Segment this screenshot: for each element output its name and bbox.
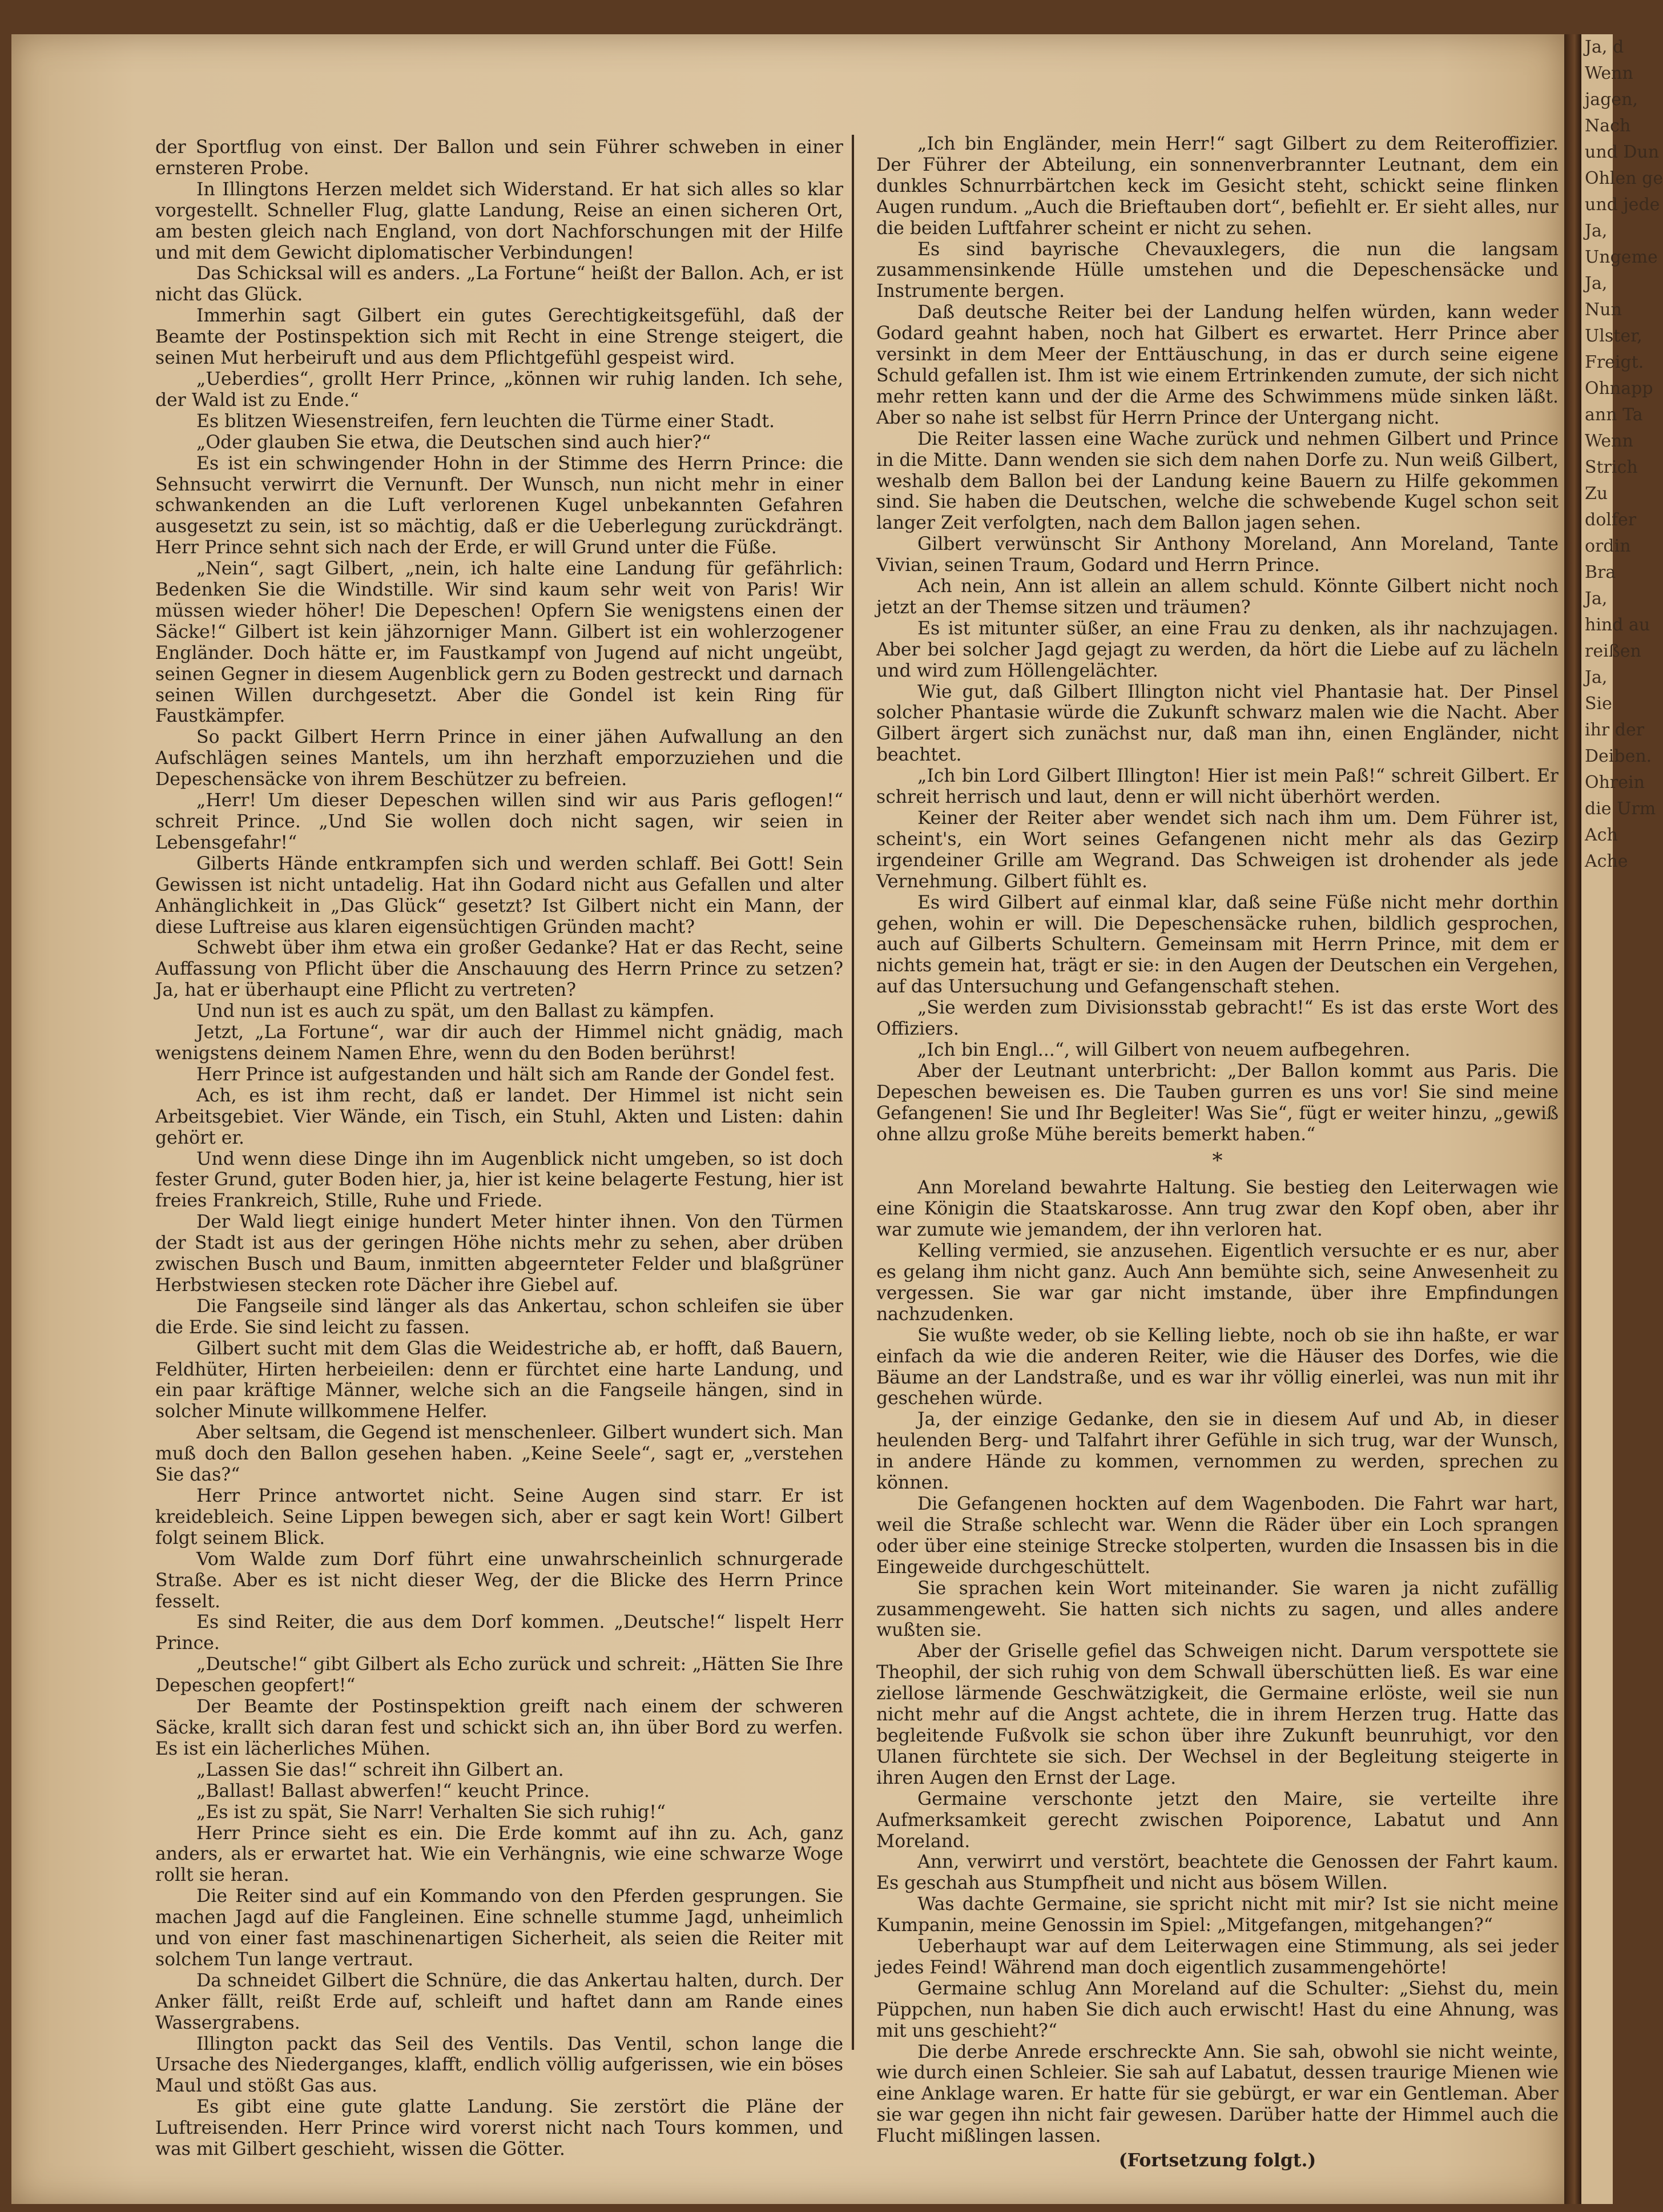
- next-page-fragment: Ohlen ge: [1585, 168, 1663, 188]
- next-page-fragment: Zu: [1585, 484, 1608, 504]
- paragraph: Die Reiter lassen eine Wache zurück und nehmen Gilbert und Prince in die Mitte. Dann wenden sie sich dem nahen Dorfe zu. Nun weiß Gilbert, weshalb dem Ballon bei der Landung keine Bauern zu Hilfe gekommen sind. Sie haben die Deutschen, welche die schwebende Kugel schon seit langer Zeit verfolgten, nach dem Ballon jagen sehen.: [876, 428, 1559, 534]
- next-page-fragment: Ungeme: [1585, 247, 1658, 267]
- paragraph: Der Wald liegt einige hundert Meter hinter ihnen. Von den Türmen der Stadt ist aus der geringen Höhe nichts mehr zu sehen, aber drüben zwischen Busch und Baum, inmitten abgeernteter Felder und blaßgrüner Herbstwiesen stecken rote Dächer ihre Giebel auf.: [155, 1212, 843, 1296]
- paragraph: „Sie werden zum Divisionsstab gebracht!“ Es ist das erste Wort des Offiziers.: [876, 998, 1559, 1040]
- next-page-fragment: Ja,: [1585, 667, 1608, 687]
- paragraph: „Lassen Sie das!“ schreit ihn Gilbert an.: [196, 1759, 564, 1780]
- next-page-fragment: und Dun: [1585, 142, 1660, 162]
- paragraph: Die derbe Anrede erschreckte Ann. Sie sah, obwohl sie nicht weinte, wie durch einen Schleier. Sie sah auf Labatut, dessen traurige Mienen wie eine Anklage waren. Er hatte für sie gebürgt, er war ein Gentleman. Aber sie war gegen ihn nicht fair gewesen. Darüber hatte der Himmel auch die Flucht mißlingen lassen.: [876, 2041, 1559, 2147]
- paragraph: Es gibt eine gute glatte Landung. Sie zerstört die Pläne der Luftreisenden. Herr Prince wird vorerst nicht nach Tours kommen, und was mit Gilbert geschieht, wissen die Götter.: [155, 2097, 843, 2160]
- paragraph: „Oder glauben Sie etwa, die Deutschen sind auch hier?“: [196, 432, 711, 453]
- next-page-fragment: Strich: [1585, 457, 1638, 477]
- paragraph: „Deutsche!“ gibt Gilbert als Echo zurück und schreit: „Hätten Sie Ihre Depeschen geopfert!“: [155, 1654, 843, 1696]
- paragraph: Ueberhaupt war auf dem Leiterwagen eine Stimmung, als sei jeder jedes Feind! Während man doch eigentlich zusammengehörte!: [876, 1936, 1559, 1978]
- paragraph: Was dachte Germaine, sie spricht nicht mit mir? Ist sie nicht meine Kumpanin, meine Genossin im Spiel: „Mitgefangen, mitgehangen?“: [876, 1894, 1559, 1936]
- next-page-fragment: und jede: [1585, 195, 1660, 215]
- next-page-fragment: Ulster,: [1585, 326, 1642, 346]
- next-page-fragment: Ja,: [1585, 221, 1608, 241]
- paragraph: „Es ist zu spät, Sie Narr! Verhalten Sie sich ruhig!“: [196, 1801, 666, 1823]
- paragraph: Es wird Gilbert auf einmal klar, daß seine Füße nicht mehr dorthin gehen, wohin er will. Die Depeschensäcke ruhen, bildlich gesprochen, auch auf Gilberts Schultern. Gemeinsam mit Herrn Prince, mit dem er nichts gemein hat, trägt er sie: in den Augen der Deutschen ein Vergehen, auf das Untersuchung und Gefangenschaft stehen.: [876, 892, 1559, 998]
- next-page-fragment: ann Ta: [1585, 405, 1643, 425]
- next-page-fragment: Ja, d: [1585, 37, 1624, 57]
- right-text-column: [876, 134, 1559, 2171]
- paragraph: Es blitzen Wiesenstreifen, fern leuchten die Türme einer Stadt.: [196, 411, 775, 432]
- paragraph: Germaine schlug Ann Moreland auf die Schulter: „Siehst du, mein Püppchen, nun haben Sie dich auch erwischt! Hast du eine Ahnung, was mit uns geschieht?“: [876, 1978, 1559, 2041]
- next-page-fragment: Wenn: [1585, 63, 1633, 83]
- paragraph: Vom Walde zum Dorf führt eine unwahrscheinlich schnurgerade Straße. Aber es ist nicht dieser Weg, der die Blicke des Herrn Prince fesselt.: [155, 1549, 843, 1612]
- paragraph: Herr Prince sieht es ein. Die Erde kommt auf ihn zu. Ach, ganz anders, als er erwartet hat. Wie ein Verhängnis, wie eine schwarze Woge rollt sie heran.: [155, 1823, 843, 1886]
- paragraph: Die Reiter sind auf ein Kommando von den Pferden gesprungen. Sie machen Jagd auf die Fangleinen. Eine schnelle stumme Jagd, unheimlich und von einer fast maschinenartigen Sicherheit, als seien die Reiter mit solchem Tun lange vertraut.: [155, 1886, 843, 1970]
- paragraph: Es ist mitunter süßer, an eine Frau zu denken, als ihr nachzujagen. Aber bei solcher Jagd gejagt zu werden, da hört die Liebe auf zu lächeln und wird zum Höllengelächter.: [876, 618, 1559, 681]
- next-page-fragment: reißen: [1585, 641, 1641, 661]
- next-page-fragment: Ache: [1585, 851, 1628, 871]
- paragraph: In Illingtons Herzen meldet sich Widerstand. Er hat sich alles so klar vorgestellt. Schneller Flug, glatte Landung, Reise an einen sicheren Ort, am besten gleich nach England, von dort Nachforschungen mit der Hilfe und mit dem Gewicht diplomatischer Verbindungen!: [155, 179, 843, 263]
- next-page-fragment: die Urm: [1585, 799, 1656, 819]
- next-page-fragment: Nach: [1585, 116, 1631, 136]
- next-page-fragment: Ja,: [1585, 589, 1608, 609]
- paragraph: Es sind Reiter, die aus dem Dorf kommen. „Deutsche!“ lispelt Herr Prince.: [155, 1612, 843, 1654]
- paragraph: Es ist ein schwingender Hohn in der Stimme des Herrn Prince: die Sehnsucht verwirrt die Vernunft. Der Wunsch, nun nicht mehr in einer schwankenden an die Luft verlorenen Kugel unbekannten Gefahren ausgesetzt zu sein, ist so mächtig, daß er die Ueberlegung zurückdrängt. Herr Prince sehnt sich nach der Erde, er will Grund unter die Füße.: [155, 453, 843, 558]
- paragraph: Aber seltsam, die Gegend ist menschenleer. Gilbert wundert sich. Man muß doch den Ballon gesehen haben. „Keine Seele“, sagt er, „verstehen Sie das?“: [155, 1422, 843, 1486]
- paragraph: Schwebt über ihm etwa ein großer Gedanke? Hat er das Recht, seine Auffassung von Pflicht über die Anschauung des Herrn Prince zu setzen? Ja, hat er überhaupt eine Pflicht zu vertreten?: [155, 938, 843, 1001]
- paragraph: „Ich bin Lord Gilbert Illington! Hier ist mein Paß!“ schreit Gilbert. Er schreit herrisch und laut, denn er will nicht überhört werden.: [876, 766, 1559, 808]
- paragraph: *: [1212, 1149, 1223, 1173]
- paragraph: „Herr! Um dieser Depeschen willen sind wir aus Paris geflogen!“ schreit Prince. „Und Sie wollen doch nicht sagen, wir seien in Lebensgefahr!“: [155, 790, 843, 853]
- paragraph: Keiner der Reiter aber wendet sich nach ihm um. Dem Führer ist, scheint's, ein Wort seines Gefangenen nicht mehr als das Gezirp irgendeiner Grille am Wegrand. Das Schweigen ist drohender als jede Vernehmung. Gilbert fühlt es.: [876, 808, 1559, 892]
- paragraph: Gilberts Hände entkrampfen sich und werden schlaff. Bei Gott! Sein Gewissen ist nicht untadelig. Hat ihn Godard nicht aus Gefallen und alter Anhänglichkeit in „Das Glück“ gesetzt? Ist Gilbert nicht ein Mann, der diese Luftreise aus klaren eigensüchtigen Gründen macht?: [155, 853, 843, 938]
- paragraph: „Ueberdies“, grollt Herr Prince, „können wir ruhig landen. Ich sehe, der Wald ist zu Ende.“: [155, 368, 843, 411]
- next-page-fragment: hind au: [1585, 615, 1650, 635]
- next-page-fragment: Sie: [1585, 694, 1612, 714]
- paragraph: Ann Moreland bewahrte Haltung. Sie bestieg den Leiterwagen wie eine Königin die Staatskarosse. Ann trug zwar den Kopf oben, aber ihr war zumute wie jemandem, der ihn verloren hat.: [876, 1177, 1559, 1241]
- paragraph: Der Beamte der Postinspektion greift nach einem der schweren Säcke, krallt sich daran fest und schickt sich an, ihn über Bord zu werfen. Es ist ein lächerliches Mühen.: [155, 1696, 843, 1759]
- left-text-column: [155, 137, 843, 2160]
- paragraph: Sie wußte weder, ob sie Kelling liebte, noch ob sie ihn haßte, er war einfach da wie die anderen Reiter, wie die Häuser des Dorfes, wie die Bäume an der Landstraße, und es war ihr völlig einerlei, was nun mit ihr geschehen würde.: [876, 1325, 1559, 1409]
- paragraph: So packt Gilbert Herrn Prince in einer jähen Aufwallung an den Aufschlägen seines Mantels, um ihn herzhaft emporzuziehen und die Depeschensäcke von ihrem Beschützer zu befreien.: [155, 727, 843, 790]
- next-page-fragment: Bra: [1585, 562, 1616, 582]
- next-page-fragment: Wenn: [1585, 431, 1633, 451]
- next-page-fragment: Ohrein: [1585, 773, 1645, 793]
- paragraph: Die Fangseile sind länger als das Ankertau, schon schleifen sie über die Erde. Sie sind leicht zu fassen.: [155, 1296, 843, 1338]
- paragraph: Die Gefangenen hockten auf dem Wagenboden. Die Fahrt war hart, weil die Straße schlecht war. Wenn die Räder über ein Loch sprangen oder über eine steinige Strecke stolperten, wurden die Insassen bis in die Eingeweide durchgeschüttelt.: [876, 1494, 1559, 1578]
- paragraph: Und wenn diese Dinge ihn im Augenblick nicht umgeben, so ist doch fester Grund, guter Boden hier, ja, hier ist keine belagerte Festung, hier ist freies Frankreich, Stille, Ruhe und Friede.: [155, 1148, 843, 1212]
- paragraph: Ach, es ist ihm recht, daß er landet. Der Himmel ist nicht sein Arbeitsgebiet. Vier Wände, ein Tisch, ein Stuhl, Akten und Listen: dahin gehört er.: [155, 1085, 843, 1148]
- paragraph: „Ich bin Engländer, mein Herr!“ sagt Gilbert zu dem Reiteroffizier. Der Führer der Abteilung, ein sonnenverbrannter Leutnant, dem ein dunkles Schnurrbärtchen keck im Gesicht steht, schickt seine flinken Augen rundum. „Auch die Brieftauben dort“, befiehlt er. Er sieht alles, nur die beiden Luftfahrer scheint er nicht zu sehen.: [876, 134, 1559, 239]
- paragraph: Ann, verwirrt und verstört, beachtete die Genossen der Fahrt kaum. Es geschah aus Stumpfheit und nicht aus bösem Willen.: [876, 1852, 1559, 1894]
- paragraph: Das Schicksal will es anders. „La Fortune“ heißt der Ballon. Ach, er ist nicht das Glück.: [155, 263, 843, 305]
- paragraph: Ach nein, Ann ist allein an allem schuld. Könnte Gilbert nicht noch jetzt an der Themse sitzen und träumen?: [876, 576, 1559, 618]
- paragraph: Aber der Griselle gefiel das Schweigen nicht. Darum verspottete sie Theophil, der sich ruhig von dem Schwall überschütten ließ. Es war eine ziellose lärmende Geschwätzigkeit, die Germaine erlöste, weil sie nun nicht mehr auf die Angst achtete, die in ihrem Herzen trug. Hatte das begleitende Fußvolk sie schon über ihre Zukunft beunruhigt, vor den Ulanen fürchtete sie sich. Der Wechsel in der Begleitung steigerte in ihren Augen den Ernst der Lage.: [876, 1641, 1559, 1788]
- next-page-fragment: dolfer: [1585, 510, 1637, 530]
- next-page-fragment: Ohnapp: [1585, 379, 1653, 399]
- next-page-fragment: jagen,: [1585, 90, 1638, 110]
- paragraph: „Nein“, sagt Gilbert, „nein, ich halte eine Landung für gefährlich: Bedenken Sie die Windstille. Wir sind kaum sehr weit von Paris! Wir müssen wieder höher! Die Depeschen! Opfern Sie wenigstens einen der Säcke!“ Gilbert ist kein jähzorniger Mann. Gilbert ist ein wohlerzogener Engländer. Doch hätte er, im Faustkampf von Jugend auf nicht ungeübt, seinen Gegner in diesem Augenblick gern zu Boden gestreckt und darnach seinen Willen durchgesetzt. Aber die Gondel ist kein Ring für Faustkämpfer.: [155, 558, 843, 727]
- paragraph: Gilbert sucht mit dem Glas die Weidestriche ab, er hofft, daß Bauern, Feldhüter, Hirten herbeieilen: denn er fürchtet eine harte Landung, und ein paar kräftige Männer, welche sich an die Fangseile hängen, sind in solcher Minute willkommene Helfer.: [155, 1338, 843, 1422]
- next-page-fragment: ihr der: [1585, 720, 1645, 740]
- paragraph: Da schneidet Gilbert die Schnüre, die das Ankertau halten, durch. Der Anker fällt, reißt Erde auf, schleift und haftet dann am Rande eines Wassergrabens.: [155, 1970, 843, 2033]
- paragraph: „Ich bin Engl...“, will Gilbert von neuem aufbegehren.: [917, 1039, 1411, 1060]
- paragraph: Wie gut, daß Gilbert Illington nicht viel Phantasie hat. Der Pinsel solcher Phantasie würde die Zukunft schwarz malen wie die Nacht. Aber Gilbert ärgert sich zunächst nur, daß man ihn, einen Engländer, nicht beachtet.: [876, 681, 1559, 766]
- next-page-fragment: Nun: [1585, 300, 1622, 320]
- paragraph: Illington packt das Seil des Ventils. Das Ventil, schon lange die Ursache des Niederganges, klafft, endlich völlig aufgerissen, wie ein böses Maul und stößt Gas aus.: [155, 2033, 843, 2097]
- paragraph: Gilbert verwünscht Sir Anthony Moreland, Ann Moreland, Tante Vivian, seinen Traum, Godard und Herrn Prince.: [876, 534, 1559, 576]
- paragraph: Sie sprachen kein Wort miteinander. Sie waren ja nicht zufällig zusammengeweht. Sie hatten sich nichts zu sagen, und alles andere wußten sie.: [876, 1578, 1559, 1641]
- paragraph: Daß deutsche Reiter bei der Landung helfen würden, kann weder Godard geahnt haben, noch hat Gilbert es erwartet. Herr Prince aber versinkt in dem Meer der Enttäuschung, in das er durch seine eigene Schuld gefallen ist. Ihm ist wie einem Ertrinkenden zumute, der sich nicht mehr retten kann und der die Arme des Schwimmens müde sinken läßt. Aber so nahe ist selbst für Herrn Prince der Untergang nicht.: [876, 302, 1559, 428]
- page-binding: [1564, 34, 1581, 2204]
- paragraph: Germaine verschonte jetzt den Maire, sie verteilte ihre Aufmerksamkeit gerecht zwischen Poiporence, Labatut und Ann Moreland.: [876, 1788, 1559, 1852]
- paragraph: Und nun ist es auch zu spät, um den Ballast zu kämpfen.: [196, 1001, 715, 1022]
- paragraph: Kelling vermied, sie anzusehen. Eigentlich versuchte er es nur, aber es gelang ihm nicht ganz. Auch Ann bemühte sich, seine Anwesenheit zu vergessen. Sie war gar nicht imstande, über ihre Empfindungen nachzudenken.: [876, 1241, 1559, 1325]
- paragraph: Es sind bayrische Chevauxlegers, die nun die langsam zusammensinkende Hülle umstehen und die Depeschensäcke und Instrumente bergen.: [876, 239, 1559, 302]
- column-divider: [852, 135, 854, 2050]
- paragraph: Immerhin sagt Gilbert ein gutes Gerechtigkeitsgefühl, daß der Beamte der Postinspektion sich mit Recht in eine Strenge steigert, die seinen Mut herbeiruft und aus dem Pflichtgefühl gespeist wird.: [155, 305, 843, 369]
- paragraph: Herr Prince ist aufgestanden und hält sich am Rande der Gondel fest.: [196, 1064, 835, 1085]
- next-page-fragment: ordin: [1585, 536, 1631, 556]
- paragraph: (Fortsetzung folgt.): [1118, 2150, 1316, 2171]
- paragraph: Aber der Leutnant unterbricht: „Der Ballon kommt aus Paris. Die Depeschen beweisen es. Die Tauben gurren es uns vor! Sie sind meine Gefangenen! Sie und Ihr Begleiter! Was Sie“, fügt er weiter hinzu, „gewiß ohne allzu große Mühe bereits bemerkt haben.“: [876, 1060, 1559, 1145]
- paragraph: „Ballast! Ballast abwerfen!“ keucht Prince.: [196, 1780, 590, 1801]
- next-page-fragment: Ja,: [1585, 274, 1608, 293]
- paragraph: Jetzt, „La Fortune“, war dir auch der Himmel nicht gnädig, mach wenigstens deinem Namen Ehre, wenn du den Boden berührst!: [155, 1022, 843, 1064]
- paragraph: der Sportflug von einst. Der Ballon und sein Führer schweben in einer ernsteren Probe.: [155, 137, 843, 179]
- paragraph: Ja, der einzige Gedanke, den sie in diesem Auf und Ab, in dieser heulenden Berg- und Talfahrt ihrer Gefühle in sich trug, war der Wunsch, in andere Hände zu kommen, vernommen zu werden, sprechen zu können.: [876, 1409, 1559, 1494]
- next-page-fragment: Deiben.: [1585, 746, 1652, 766]
- adjacent-page-edge: [1581, 34, 1663, 2204]
- next-page-fragment: Freigt.: [1585, 352, 1644, 372]
- next-page-fragment: Ach: [1585, 825, 1618, 845]
- paragraph: Herr Prince antwortet nicht. Seine Augen sind starr. Er ist kreidebleich. Seine Lippen bewegen sich, aber er sagt kein Wort! Gilbert folgt seinem Blick.: [155, 1486, 843, 1549]
